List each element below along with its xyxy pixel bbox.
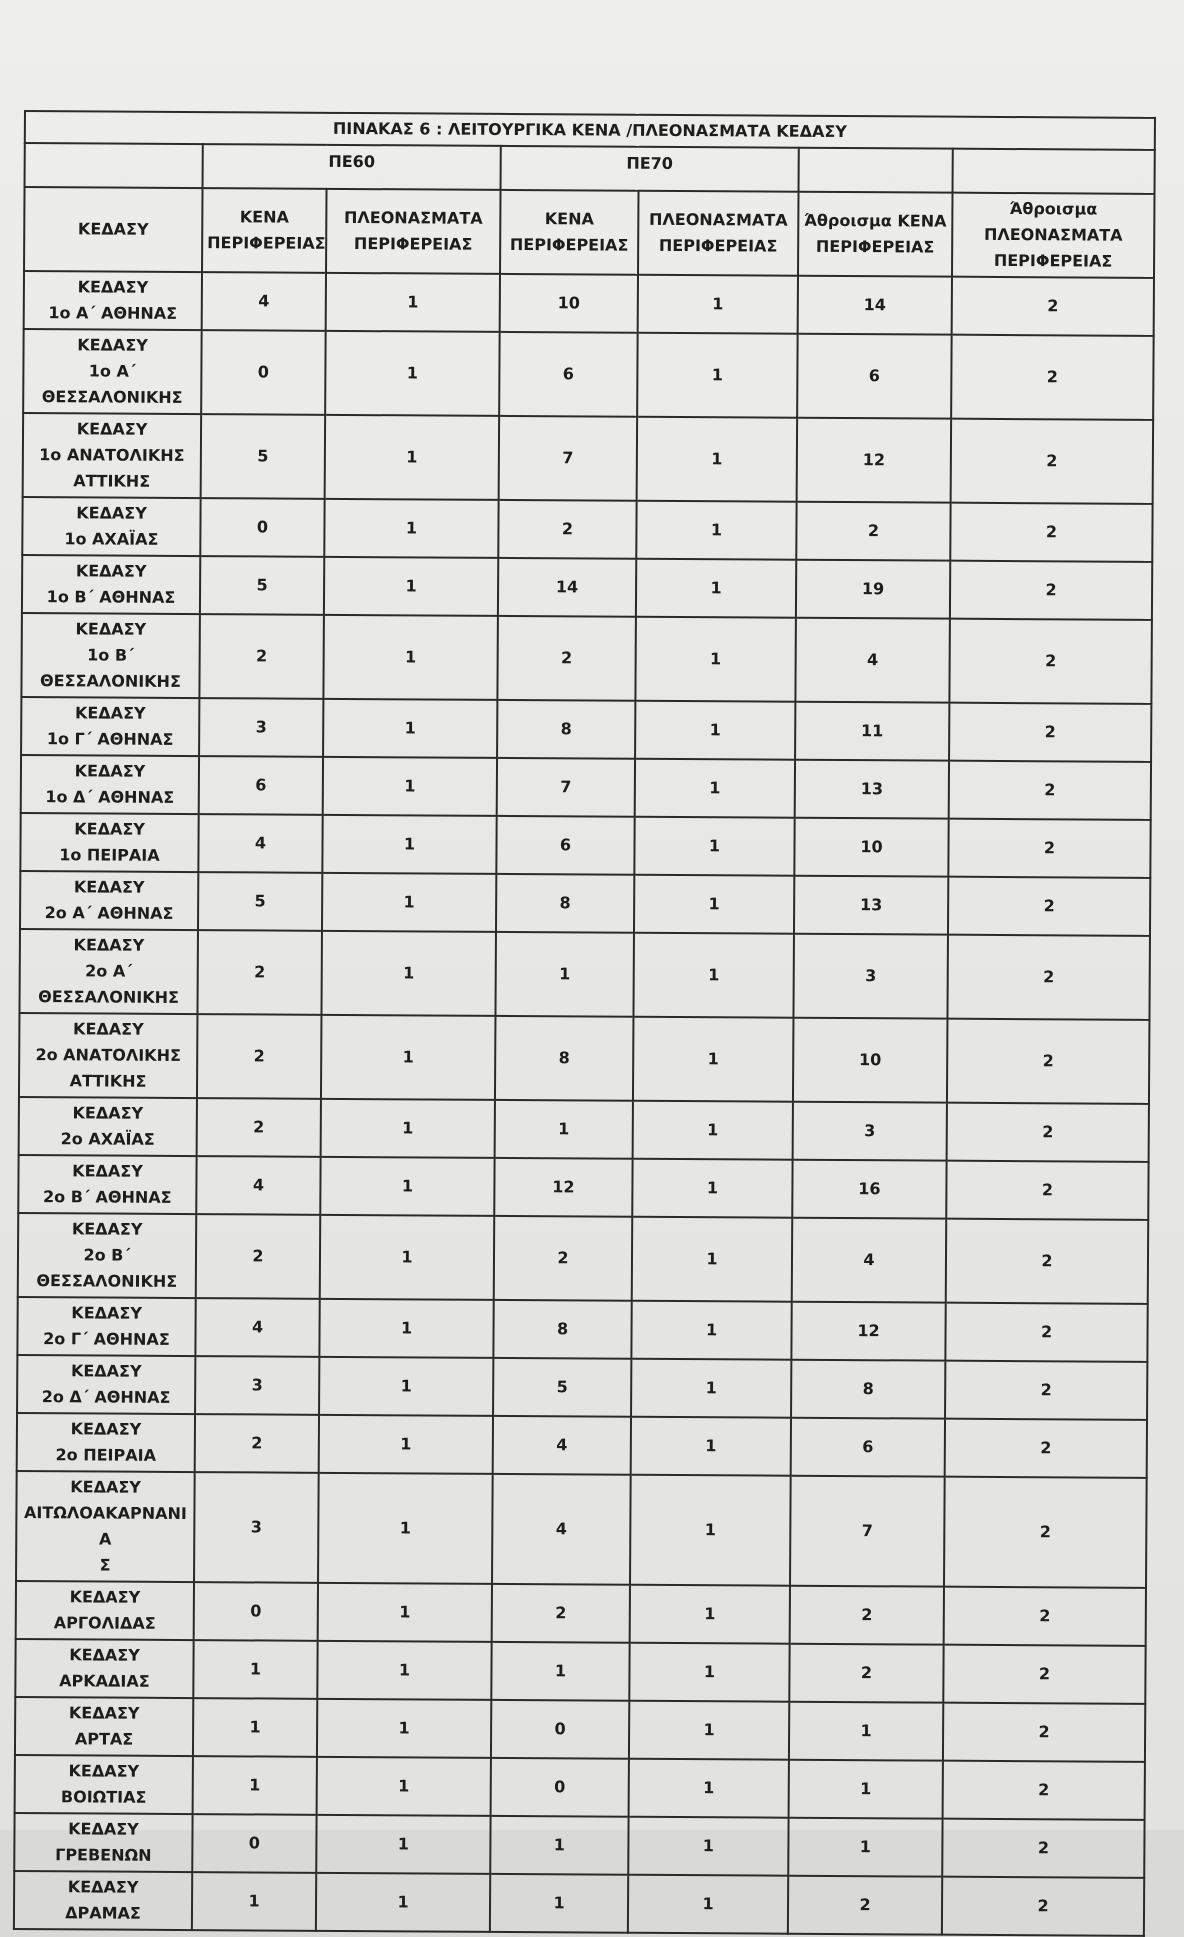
sum-kena-cell: 4 [792,1218,947,1303]
kena-pe70-cell: 10 [500,274,638,333]
kedasy-name-line: Σ [99,1555,111,1575]
sum-pleonasmata-cell: 2 [947,1019,1150,1104]
kena-pe60-cell: 2 [197,930,322,1015]
header-line: ΠΕΡΙΦΕΡΕΙΑΣ [509,234,629,255]
pleonasmata-pe70-cell: 1 [636,501,796,560]
sum-pleonasmata-cell: 2 [951,419,1154,504]
sum-pleonasmata-cell: 2 [943,1703,1145,1762]
table-row [21,697,1151,762]
kedasy-name-line: 1ο Β΄ [87,645,135,665]
sum-kena-cell: 13 [795,760,949,819]
sum-kena-cell: 6 [797,334,952,419]
kedasy-name-line: ΑΤΤΙΚΗΣ [69,1071,147,1091]
header-line: ΠΕΡΙΦΕΡΕΙΑΣ [815,236,935,257]
kedasy-table [13,110,1156,1937]
kena-pe70-cell: 8 [495,1016,634,1101]
kedasy-name-line: ΘΕΣΣΑΛΟΝΙΚΗΣ [36,1271,178,1291]
kedasy-name-line: ΚΕΔΑΣΥ [75,561,147,581]
sum-kena-cell: 19 [796,560,950,619]
table-row [19,1097,1149,1162]
kena-pe70-cell: 2 [494,1216,633,1301]
table-row [18,1213,1149,1304]
table-row [15,1697,1145,1762]
sum-pleonasmata-cell: 2 [943,1645,1145,1704]
kedasy-name-line: ΘΕΣΣΑΛΟΝΙΚΗΣ [40,671,181,691]
sum-pleonasmata-cell: 2 [943,1761,1145,1820]
kena-pe70-cell: 1 [490,1874,628,1933]
kena-pe60-cell: 2 [196,1214,321,1299]
header-line: ΚΕΝΑ [239,207,289,227]
pleonasmata-pe70-cell: 1 [630,1475,791,1586]
sum-kena-cell: 3 [793,1102,947,1161]
header-line: ΠΕΡΙΦΕΡΕΙΑΣ [353,234,473,254]
header-line: ΠΕΡΙΦΕΡΕΙΑΣ [207,233,326,253]
sum-kena-cell: 10 [793,1018,948,1103]
kedasy-name-line: ΚΕΔΑΣΥ [71,1303,143,1323]
kena-pe60-cell: 0 [200,498,324,557]
kedasy-name-line: ΑΡΚΑΔΙΑΣ [59,1671,150,1691]
kena-pe70-cell: 4 [492,1474,631,1585]
pleonasmata-pe70-cell: 1 [637,333,798,418]
pleonasmata-pe60-cell: 1 [320,1215,495,1300]
pleonasmata-pe70-cell: 1 [631,1301,791,1360]
kedasy-name-line: 2ο ΠΕΙΡΑΙΑ [55,1445,157,1465]
kena-pe60-cell: 2 [197,1014,322,1099]
kedasy-name-cell [14,1813,192,1872]
kena-pe70-cell: 4 [493,1416,631,1475]
kedasy-name-cell [20,871,198,930]
kedasy-name-cell [22,555,200,614]
kedasy-name-line: ΘΕΣΣΑΛΟΝΙΚΗΣ [38,987,180,1007]
kedasy-name-line: 2ο Δ΄ ΑΘΗΝΑΣ [41,1387,171,1407]
pleonasmata-pe70-cell: 1 [633,933,794,1018]
kena-pe70-cell: 1 [495,1100,633,1159]
sum-pleonasmata-cell: 2 [945,1361,1147,1420]
kena-pe60-cell: 4 [196,1156,320,1215]
kedasy-name-cell [17,1355,195,1414]
kedasy-name-line: 2ο ΑΝΑΤΟΛΙΚΗΣ [35,1045,181,1065]
table-row [23,413,1154,504]
kedasy-name-cell [24,271,202,330]
sum-pleonasmata-cell: 2 [947,1103,1149,1162]
kedasy-name-line: ΚΕΔΑΣΥ [73,1019,144,1039]
pleonasmata-pe60-cell: 1 [323,615,498,700]
sum-kena-cell: 1 [789,1760,943,1819]
sum-pleonasmata-cell: 2 [944,1587,1146,1646]
kena-pe70-cell: 0 [491,1758,629,1817]
pleonasmata-pe60-cell: 1 [316,1873,490,1932]
kena-pe60-cell: 1 [192,1872,316,1931]
kedasy-name-cell [15,1755,193,1814]
pleonasmata-pe60-cell: 1 [319,1299,493,1358]
sum-pleonasmata-cell: 2 [942,1819,1144,1878]
kena-pe70-cell: 2 [492,1584,630,1643]
sum-kena-cell: 16 [792,1160,946,1219]
kedasy-name-line: ΚΕΔΑΣΥ [75,619,147,639]
pleonasmata-pe70-cell: 1 [634,817,794,876]
kena-pe70-cell: 1 [490,1816,628,1875]
header-kena-pe60 [202,188,327,273]
pleonasmata-pe60-cell: 1 [322,873,496,932]
kedasy-name-line: ΚΕΔΑΣΥ [67,1877,139,1897]
sum-pleonasmata-cell: 2 [949,619,1152,704]
sum-kena-cell: 11 [795,702,949,761]
header-line: ΚΕΝΑ [544,209,594,229]
table-row [14,1813,1144,1878]
kedasy-name-line: 2ο Γ΄ ΑΘΗΝΑΣ [43,1329,170,1349]
kedasy-name-line: 1ο Α΄ [88,361,137,381]
sum-pleonasmata-cell: 2 [946,1219,1149,1304]
kena-pe60-cell: 2 [195,1414,319,1473]
kedasy-name-line: ΚΕΔΑΣΥ [77,335,148,355]
kedasy-name-cell [16,1581,194,1640]
table-row [16,1471,1147,1588]
sum-kena-cell: 4 [795,618,950,703]
kedasy-name-line: ΑΙΤΩΛΟΑΚΑΡΝΑΝΙΑ [23,1503,187,1549]
kedasy-name-line: 2ο Β΄ [83,1245,131,1265]
header-pleonasmata-pe60 [326,189,501,274]
sum-kena-cell: 3 [793,934,948,1019]
kena-pe70-cell: 1 [495,932,634,1017]
header-line: Άθροισμα ΚΕΝΑ [804,210,947,231]
pleonasmata-pe60-cell: 1 [324,557,498,616]
kedasy-name-cell [19,929,198,1014]
kedasy-name-cell [21,755,199,814]
kedasy-name-line: ΘΕΣΣΑΛΟΝΙΚΗΣ [41,387,183,407]
kedasy-name-line: ΚΕΔΑΣΥ [68,1703,140,1723]
table-row [18,1155,1148,1220]
sum-pleonasmata-cell: 2 [950,561,1152,620]
kena-pe60-cell: 0 [201,330,326,415]
kedasy-name-line: ΑΡΤΑΣ [74,1729,134,1749]
kedasy-name-cell [18,1213,197,1298]
sum-pleonasmata-cell: 2 [944,1477,1147,1588]
header-line: ΠΛΕΟΝΑΣΜΑΤΑ [343,207,483,228]
kedasy-name-line: 1ο ΑΧΑΪΑΣ [64,529,159,549]
table-row [19,929,1150,1020]
pleonasmata-pe70-cell: 1 [631,1417,791,1476]
kena-pe60-cell: 0 [192,1814,316,1873]
kedasy-name-cell [19,1013,198,1098]
kena-pe70-cell: 8 [496,874,634,933]
kedasy-name-line: ΚΕΔΑΣΥ [76,503,147,523]
pleonasmata-pe70-cell: 1 [629,1701,789,1760]
kedasy-name-line: 1ο Α΄ ΑΘΗΝΑΣ [48,303,178,323]
header-kedasy: ΚΕΔΑΣΥ [24,187,203,272]
pleonasmata-pe70-cell: 1 [635,759,795,818]
kena-pe70-cell: 2 [497,616,636,701]
kena-pe60-cell: 5 [198,872,322,931]
pleonasmata-pe60-cell: 1 [319,1415,493,1474]
table-row [24,271,1154,336]
kedasy-name-cell [17,1413,195,1472]
header-kena-pe70 [500,190,639,275]
sum-pleonasmata-cell: 2 [948,877,1150,936]
pleonasmata-pe70-cell: 1 [630,1585,790,1644]
pleonasmata-pe60-cell: 1 [320,1157,494,1216]
pleonasmata-pe70-cell: 1 [632,1159,792,1218]
kedasy-name-line: ΚΕΔΑΣΥ [70,1361,142,1381]
pleonasmata-pe60-cell: 1 [318,1583,492,1642]
sum-kena-cell: 2 [790,1586,944,1645]
kedasy-name-line: ΚΕΔΑΣΥ ΓΡΕΒΕΝΩΝ [55,1819,152,1865]
kena-pe60-cell: 3 [194,1472,319,1583]
kedasy-name-line: ΑΤΤΙΚΗΣ [73,471,151,491]
sum-pleonasmata-cell: 2 [948,819,1150,878]
kena-pe60-cell: 1 [193,1698,317,1757]
header-sum-kena [798,192,953,277]
kedasy-name-cell [19,1097,197,1156]
kedasy-name-line: ΚΕΔΑΣΥ [74,703,146,723]
pleonasmata-pe60-cell: 1 [323,699,497,758]
kedasy-name-line: 2ο ΑΧΑΪΑΣ [60,1129,155,1149]
sum-pleonasmata-cell: 2 [946,1161,1148,1220]
kedasy-name-line: 1ο ΑΝΑΤΟΛΙΚΗΣ [39,445,185,465]
kedasy-name-cell [18,1155,196,1214]
pleonasmata-pe60-cell: 1 [324,499,498,558]
kena-pe70-cell: 12 [494,1158,632,1217]
pleonasmata-pe70-cell: 1 [631,1359,791,1418]
sum-kena-cell: 1 [789,1702,943,1761]
kena-pe60-cell: 4 [198,814,322,873]
kena-pe60-cell: 2 [199,614,324,699]
sum-kena-cell: 14 [798,276,952,335]
kedasy-name-cell [15,1697,193,1756]
kena-pe70-cell: 8 [493,1300,631,1359]
pleonasmata-pe70-cell: 1 [635,617,796,702]
sum-kena-cell: 2 [789,1644,943,1703]
sum-pleonasmata-cell: 2 [945,1303,1147,1362]
kedasy-name-line: ΚΕΔΑΣΥ [73,877,145,897]
sum-pleonasmata-cell: 2 [951,335,1154,420]
kedasy-name-cell [16,1471,195,1582]
kedasy-name-line: ΚΕΔΑΣΥ [76,419,148,439]
table-row [22,497,1152,562]
kena-pe60-cell: 6 [199,756,323,815]
group-pe60: ΠΕ60 [203,144,501,190]
pleonasmata-pe60-cell: 1 [321,931,496,1016]
kedasy-name-line: 2ο Β΄ ΑΘΗΝΑΣ [42,1187,172,1207]
group-empty-cell [25,143,203,188]
pleonasmata-pe70-cell: 1 [637,417,798,502]
kedasy-name-cell [14,1871,192,1930]
kena-pe70-cell: 1 [491,1642,629,1701]
pleonasmata-pe70-cell: 1 [628,1817,788,1876]
sum-pleonasmata-cell: 2 [945,1419,1147,1478]
kedasy-name-line: ΚΕΔΑΣΥ ΑΡΓΟΛΙΔΑΣ [53,1587,156,1633]
kedasy-name-line: 1ο ΠΕΙΡΑΙΑ [59,845,160,865]
header-sum-pleonasmata [952,193,1155,278]
sum-kena-cell: 12 [797,418,952,503]
kena-pe60-cell: 3 [195,1356,319,1415]
kedasy-name-cell [15,1639,193,1698]
pleonasmata-pe60-cell: 1 [317,1757,491,1816]
kena-pe70-cell: 6 [499,332,638,417]
kedasy-name-line: ΚΕΔΑΣΥ [72,1103,144,1123]
kena-pe70-cell: 5 [493,1358,631,1417]
kedasy-name-cell [20,813,198,872]
table-row [17,1355,1147,1420]
table-row [17,1297,1147,1362]
kena-pe70-cell: 6 [496,816,634,875]
kena-pe70-cell: 8 [497,700,635,759]
pleonasmata-pe60-cell: 1 [326,273,500,332]
kedasy-name-line: ΚΕΔΑΣΥ [74,819,145,839]
table-row [17,1413,1147,1478]
table-title: ΠΙΝΑΚΑΣ 6 : ΛΕΙΤΟΥΡΓΙΚΑ ΚΕΝΑ /ΠΛΕΟΝΑΣΜΑΤΑ ΚΕΔΑΣΥ [25,111,1155,150]
kedasy-name-cell [23,413,202,498]
sum-pleonasmata-cell: 2 [952,277,1154,336]
kedasy-name-cell [17,1297,195,1356]
table-row [16,1581,1146,1646]
pleonasmata-pe60-cell: 1 [321,1099,495,1158]
group-empty-cell [953,149,1155,194]
pleonasmata-pe70-cell: 1 [632,1217,793,1302]
kedasy-name-line: ΚΕΔΑΣΥ [68,1761,140,1781]
kena-pe70-cell: 14 [498,558,636,617]
pleonasmata-pe70-cell: 1 [633,1101,793,1160]
kena-pe60-cell: 5 [201,414,326,499]
pleonasmata-pe60-cell: 1 [322,815,496,874]
sum-pleonasmata-cell: 2 [949,761,1151,820]
kena-pe60-cell: 2 [197,1098,321,1157]
sum-kena-cell: 2 [788,1876,942,1935]
kedasy-name-line: 1ο Δ΄ ΑΘΗΝΑΣ [45,787,175,807]
sum-pleonasmata-cell: 2 [950,503,1152,562]
kena-pe60-cell: 5 [200,556,324,615]
kena-pe70-cell: 7 [497,758,635,817]
kedasy-name-cell [21,697,199,756]
kedasy-name-cell [21,613,200,698]
table-row [20,813,1150,878]
header-line: ΠΛΕΟΝΑΣΜΑΤΑ [983,224,1123,245]
sum-kena-cell: 6 [791,1418,945,1477]
sum-kena-cell: 13 [794,876,948,935]
table-row [14,1871,1144,1936]
table-row [20,871,1150,936]
kena-pe60-cell: 1 [193,1756,317,1815]
kedasy-name-line: ΚΕΔΑΣΥ [71,1219,143,1239]
kedasy-name-line: 1ο Β΄ ΑΘΗΝΑΣ [46,587,176,607]
table-row [21,613,1152,704]
pleonasmata-pe60-cell: 1 [321,1015,496,1100]
pleonasmata-pe70-cell: 1 [636,559,796,618]
pleonasmata-pe60-cell: 1 [318,1473,493,1584]
pleonasmata-pe70-cell: 1 [629,1759,789,1818]
kedasy-name-line: ΚΕΔΑΣΥ [73,935,145,955]
group-empty-cell [799,148,953,193]
kedasy-name-line: ΚΕΔΑΣΥ [69,1645,140,1665]
pleonasmata-pe60-cell: 1 [317,1699,491,1758]
sum-kena-cell: 10 [794,818,948,877]
pleonasmata-pe60-cell: 1 [319,1357,493,1416]
table-row [15,1755,1145,1820]
kedasy-name-line: 2ο Α΄ ΑΘΗΝΑΣ [44,903,174,923]
pleonasmata-pe60-cell: 1 [325,415,500,500]
pleonasmata-pe70-cell: 1 [629,1643,789,1702]
header-line: ΠΕΡΙΦΕΡΕΙΑΣ [993,250,1113,271]
kena-pe70-cell: 0 [491,1700,629,1759]
kedasy-name-line: ΚΕΔΑΣΥ [72,1161,143,1181]
table-row [23,329,1154,420]
kedasy-name-line: 1ο Γ΄ ΑΘΗΝΑΣ [46,729,174,749]
table-row [15,1639,1145,1704]
table-row [21,755,1151,820]
sum-kena-cell: 2 [796,502,950,561]
pleonasmata-pe60-cell: 1 [316,1815,490,1874]
kena-pe60-cell: 1 [193,1640,317,1699]
sum-kena-cell: 8 [791,1360,945,1419]
kena-pe70-cell: 2 [498,500,636,559]
kena-pe60-cell: 3 [199,698,323,757]
kena-pe60-cell: 4 [202,272,326,331]
kena-pe70-cell: 7 [499,416,638,501]
sum-kena-cell: 12 [791,1302,945,1361]
table-row [22,555,1152,620]
pleonasmata-pe70-cell: 1 [633,1017,794,1102]
kedasy-name-line: ΔΡΑΜΑΣ [65,1903,141,1923]
header-line: ΠΛΕΟΝΑΣΜΑΤΑ [648,209,788,230]
kedasy-name-line: 2ο Α΄ [85,961,133,981]
sum-kena-cell: 7 [790,1476,945,1587]
kedasy-name-cell [22,497,200,556]
pleonasmata-pe60-cell: 1 [323,757,497,816]
table-row [19,1013,1150,1104]
header-line: ΠΕΡΙΦΕΡΕΙΑΣ [658,235,778,256]
pleonasmata-pe70-cell: 1 [635,701,795,760]
header-pleonasmata-pe70 [638,191,799,276]
kedasy-name-line: ΚΕΔΑΣΥ [70,1477,141,1497]
kedasy-name-line: ΒΟΙΩΤΙΑΣ [60,1787,147,1807]
header-line: Άθροισμα [1009,199,1098,219]
kena-pe60-cell: 0 [194,1582,318,1641]
sum-pleonasmata-cell: 2 [949,703,1151,762]
pleonasmata-pe60-cell: 1 [325,331,500,416]
pleonasmata-pe70-cell: 1 [634,875,794,934]
kedasy-name-line: ΚΕΔΑΣΥ [70,1419,142,1439]
pleonasmata-pe70-cell: 1 [628,1875,788,1934]
pleonasmata-pe70-cell: 1 [638,275,798,334]
sum-kena-cell: 1 [788,1818,942,1877]
sum-pleonasmata-cell: 2 [942,1877,1144,1936]
pleonasmata-pe60-cell: 1 [317,1641,491,1700]
sum-pleonasmata-cell: 2 [947,935,1150,1020]
group-pe70: ΠΕ70 [501,146,799,192]
kena-pe60-cell: 4 [195,1298,319,1357]
kedasy-name-line: ΚΕΔΑΣΥ [74,761,146,781]
kedasy-name-cell [23,329,202,414]
kedasy-name-line: ΚΕΔΑΣΥ [77,277,149,297]
